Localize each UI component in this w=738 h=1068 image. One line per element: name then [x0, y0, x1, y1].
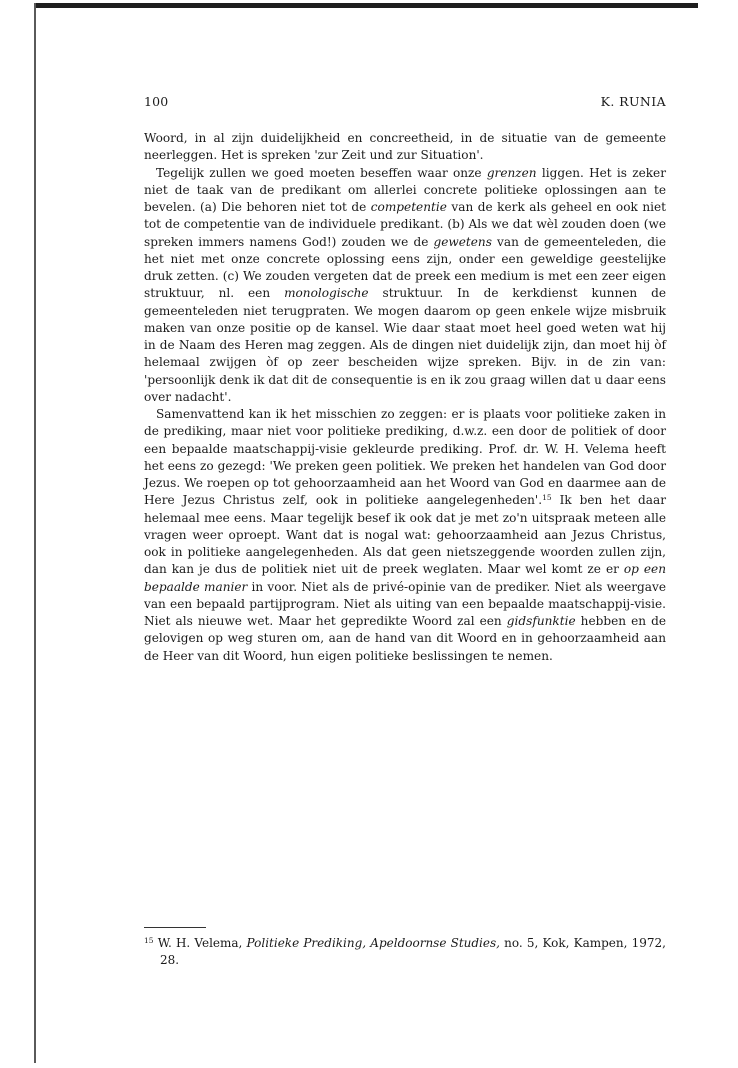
- text-run: Woord, in al zijn duidelijkheid en concreetheid, in de situatie van de gemeente neerleggen. Het is spreken 'zur Zeit und zur Situation'.: [144, 131, 666, 163]
- footnote: [144, 935, 666, 969]
- footnote-marker: 15: [144, 936, 154, 945]
- emphasis-text: monologische: [284, 286, 369, 301]
- page-number: 100: [144, 94, 169, 109]
- paragraph: [144, 130, 666, 165]
- footnote-reference: 15: [542, 493, 552, 503]
- text-run: struktuur. In de kerkdienst kunnen de gemeenteleden niet terugpraten. We mogen daarom op geen enkele wijze misbruik maken van onze positie op de kansel. Wie daar staat moet heel goed weten wat hij in de Naam des Heren mag zeggen. Als de dingen niet duidelijk zijn, dan moet hij òf helemaal zwijgen òf op zeer bescheiden wijze spreken. Bijv. in de zin van: 'persoonlijk denk ik dat dit de consequentie is en ik zou graag willen dat u daar eens over nadacht'.: [144, 286, 666, 404]
- text-run: Samenvattend kan ik het misschien zo zeggen: er is plaats voor politieke zaken in de prediking, maar niet voor politieke prediking, d.w.z. een door de politiek of door een bepaalde maatschappij-visie gekleurde prediking. Prof. dr. W. H. Velema heeft het eens zo gezegd: 'We preken geen politiek. We preken het handelen van God door Jezus. We roepen op tot gehoorzaamheid aan het Woord van God en daarmee aan de Here Jezus Christus zelf, ook in politieke aangelegenheden'.: [144, 407, 666, 508]
- footnote-divider: [144, 927, 206, 928]
- paragraph: [144, 406, 666, 665]
- text-run: hebben en de gelovigen op weg sturen om, aan de hand van dit Woord en in gehoorzaamheid aan de Heer van dit Woord, hun eigen politieke beslissingen te nemen.: [144, 614, 666, 663]
- emphasis-text: competentie: [370, 200, 447, 214]
- running-header: [144, 94, 666, 112]
- running-head-author: K. RUNIA: [600, 94, 666, 109]
- text-run: Tegelijk zullen we goed moeten beseffen waar onze: [156, 165, 487, 180]
- emphasis-text: grenzen: [486, 165, 537, 180]
- text-run: no. 5, Kok, Kampen, 1972, 28.: [160, 936, 666, 967]
- emphasis-text: Politieke Prediking, Apeldoornse Studies,: [246, 936, 500, 950]
- footnote-text: [144, 935, 666, 969]
- text-run: van de kerk als geheel en ook niet tot de competentie van de individuele predikant. (b) Als we dat wèl zouden doen (we spreken immers namens God!) zouden we de: [144, 200, 666, 249]
- text-run: liggen. Het is zeker niet de taak van de predikant om allerlei concrete politieke oplossingen aan te bevelen. (a) Die behoren niet tot de: [144, 165, 666, 214]
- emphasis-text: op een bepaalde manier: [144, 562, 666, 594]
- text-run: Ik ben het daar helemaal mee eens. Maar tegelijk besef ik ook dat je met zo'n uitspraak meteen alle vragen weer oproept. Want dat is nogal wat: gehoorzaamheid aan Jezus Christus, ook in politieke aangelegenheden. Als dat geen nietszeggende woorden zullen zijn, dan kan je dus de politiek niet uit de preek weglaten. Maar wel komt ze er: [144, 493, 667, 577]
- text-run: van de gemeenteleden, die het niet met onze concrete oplossing eens zijn, onder een geweldige geestelijke druk zetten. (c) We zouden vergeten dat de preek een medium is met een zeer eigen struktuur, nl. een: [144, 234, 666, 301]
- text-run: W. H. Velema,: [157, 936, 247, 950]
- body-text: [144, 130, 666, 665]
- emphasis-text: gewetens: [433, 234, 492, 249]
- text-run: in voor. Niet als de privé-opinie van de prediker. Niet als weergave van een bepaald partijprogram. Niet als uiting van een bepaalde maatschappij-visie. Niet als nieuwe wet. Maar het gepredikte Woord zal een: [144, 579, 666, 628]
- emphasis-text: gidsfunktie: [506, 614, 576, 628]
- paragraph: [144, 165, 666, 407]
